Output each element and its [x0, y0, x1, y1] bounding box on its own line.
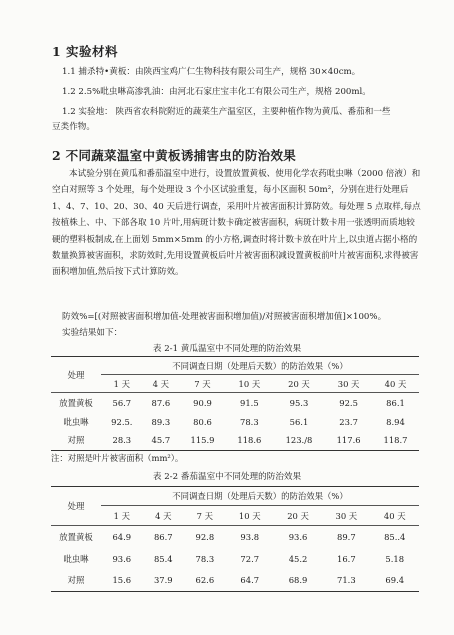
table-row	[51, 431, 419, 451]
table-cell: 5.18	[385, 553, 405, 564]
table-cell: 85.4	[153, 553, 173, 564]
table-1-group-header: 不同调查日期（处理后天数）的防治效果（%）	[101, 357, 419, 375]
table-cell: 93.6	[288, 531, 308, 542]
table-cell: 45.2	[288, 553, 308, 564]
table-cell: 8.94	[386, 416, 405, 427]
row-label: 吡虫啉	[63, 416, 89, 427]
table-cell: 117.6	[336, 435, 361, 446]
table-row	[51, 393, 419, 413]
section-1-heading: 1 实验材料	[52, 44, 119, 59]
table-1-day-header: 10 天	[238, 378, 261, 389]
table-row	[51, 548, 419, 570]
table-cell: 92.5.	[111, 416, 133, 427]
table-cell: 93.8	[240, 531, 260, 542]
row-label: 对照	[67, 575, 85, 586]
table-row	[51, 413, 419, 431]
table-2-row-header: 处理	[67, 501, 85, 511]
table-cell: 64.7	[240, 575, 260, 586]
table-cell: 89.3	[151, 416, 171, 427]
table-cell: 91.5	[240, 397, 259, 408]
material-item-3-line2: 豆类作物。	[52, 122, 95, 132]
table-2-day-header: 1 天	[113, 510, 130, 521]
row-label: 放置黄板	[59, 531, 93, 542]
table-cell: 72.7	[240, 553, 260, 564]
table-cell: 15.6	[112, 575, 132, 586]
table-cell: 62.6	[195, 575, 215, 586]
table-cell: 118.7	[383, 435, 408, 446]
table-cell: 90.9	[193, 397, 212, 408]
table-2-day-header: 30 天	[335, 510, 358, 521]
table-cell: 78.3	[240, 416, 259, 427]
table-cell: 87.6	[151, 397, 171, 408]
table-cell: 64.9	[112, 531, 132, 542]
material-item-3-line1: 1.2 实验地： 陕西省农科院附近的蔬菜生产温室区，主要种植作物为黄瓜、番茄和一些	[62, 107, 391, 117]
table-cell: 86.7	[153, 531, 173, 542]
table-2-day-header: 4 天	[155, 510, 172, 521]
table-row	[51, 526, 419, 548]
table-2	[51, 486, 419, 592]
table-cell: 92.8	[195, 531, 215, 542]
table-cell: 71.3	[337, 575, 356, 586]
material-item-1: 1.1 捕杀特•黄板：由陕西宝鸡广仁生物科技有限公司生产，规格 30×40cm。	[62, 67, 361, 77]
table-2-group-header: 不同调查日期（处理后天数）的防治效果（%）	[101, 487, 419, 506]
material-item-2: 1.2 2.5%吡虫啉高渗乳油：由河北石家庄宝丰化工有限公司生产，规格 200ml。	[62, 87, 371, 97]
table-cell: 78.3	[195, 553, 215, 564]
table-cell: 37.9	[153, 575, 173, 586]
table-cell: 80.6	[193, 416, 212, 427]
table-2-day-header: 7 天	[196, 510, 214, 521]
table-cell: 16.7	[337, 553, 356, 564]
table-1-day-header: 7 天	[194, 378, 211, 389]
results-intro: 实验结果如下：	[62, 328, 123, 338]
table-cell: 23.7	[339, 416, 358, 427]
table-cell: 56.1	[289, 416, 309, 427]
efficacy-formula: 防效%=[(对照被害面积增加值-处理被害面积增加值)/对照被害面积增加值]×100%。	[62, 312, 387, 322]
method-paragraph: 本试验分别在黄瓜和番茄温室中进行，设置放置黄板、使用化学农药吡虫啉（2000 倍液）和空白对照等 3 个处理，每个处理设 3 个小区试验重复，每小区面积 50m²，分别在进行处理后 1、4、7、10、20、30、40 天后进行调查，采用叶片被害面积计算防效。每处理 5 点取样,每点按植株上、中、下部各取 10 片叶,用病斑计数卡确定被害面积，病斑计数卡用一张透明而质地较硬的塑料板制成,在上面划 5mm×5mm 的小方格,调查时将计数卡放在叶片上,以虫道占据小格的数量换算被害面积，求防效时,先用设置黄板后叶片被害面积减设置黄板前叶片被害面积,求得被害面积增加值,然后按下式计算防效。	[52, 169, 421, 278]
table-1	[51, 356, 419, 451]
table-cell: 89.7	[337, 531, 356, 542]
table-2-day-header: 40 天	[383, 510, 406, 521]
table-1-day-header: 40 天	[384, 378, 407, 389]
table-cell: 118.6	[237, 435, 262, 446]
table-1-note: 注：对照是叶片被害面积（mm²）。	[51, 453, 184, 463]
row-label: 放置黄板	[59, 397, 93, 408]
table-2-day-header: 20 天	[287, 510, 309, 521]
table-1-day-header: 4 天	[152, 378, 170, 389]
row-label: 吡虫啉	[63, 553, 89, 564]
table-cell: 93.6	[112, 553, 132, 564]
table-cell: 86.1	[386, 397, 405, 408]
table-cell: 95.3	[289, 397, 309, 408]
table-cell: 115.9	[190, 435, 215, 446]
table-1-row-header: 处理	[67, 369, 85, 380]
table-cell: 28.3	[112, 435, 132, 446]
table-cell: 92.5	[339, 397, 358, 408]
table-1-day-header: 30 天	[337, 378, 360, 389]
row-label: 对照	[67, 435, 85, 446]
table-cell: 85..4	[384, 531, 406, 542]
section-2-heading: 2 不同蔬菜温室中黄板诱捕害虫的防治效果	[52, 148, 297, 163]
table-1-day-header: 20 天	[288, 378, 310, 389]
table-row	[51, 570, 419, 592]
table-2-day-header: 10 天	[238, 510, 261, 521]
table-1-caption: 表 2-1 黄瓜温室中不同处理的防治效果	[152, 344, 302, 354]
table-cell: 123./8	[285, 435, 313, 446]
table-2-caption: 表 2-2 番茄温室中不同处理的防治效果	[152, 472, 302, 482]
table-cell: 69.4	[385, 575, 405, 586]
table-1-day-header: 1 天	[113, 378, 130, 389]
table-cell: 56.7	[112, 397, 132, 408]
table-cell: 68.9	[288, 575, 308, 586]
table-cell: 45.7	[151, 435, 171, 446]
